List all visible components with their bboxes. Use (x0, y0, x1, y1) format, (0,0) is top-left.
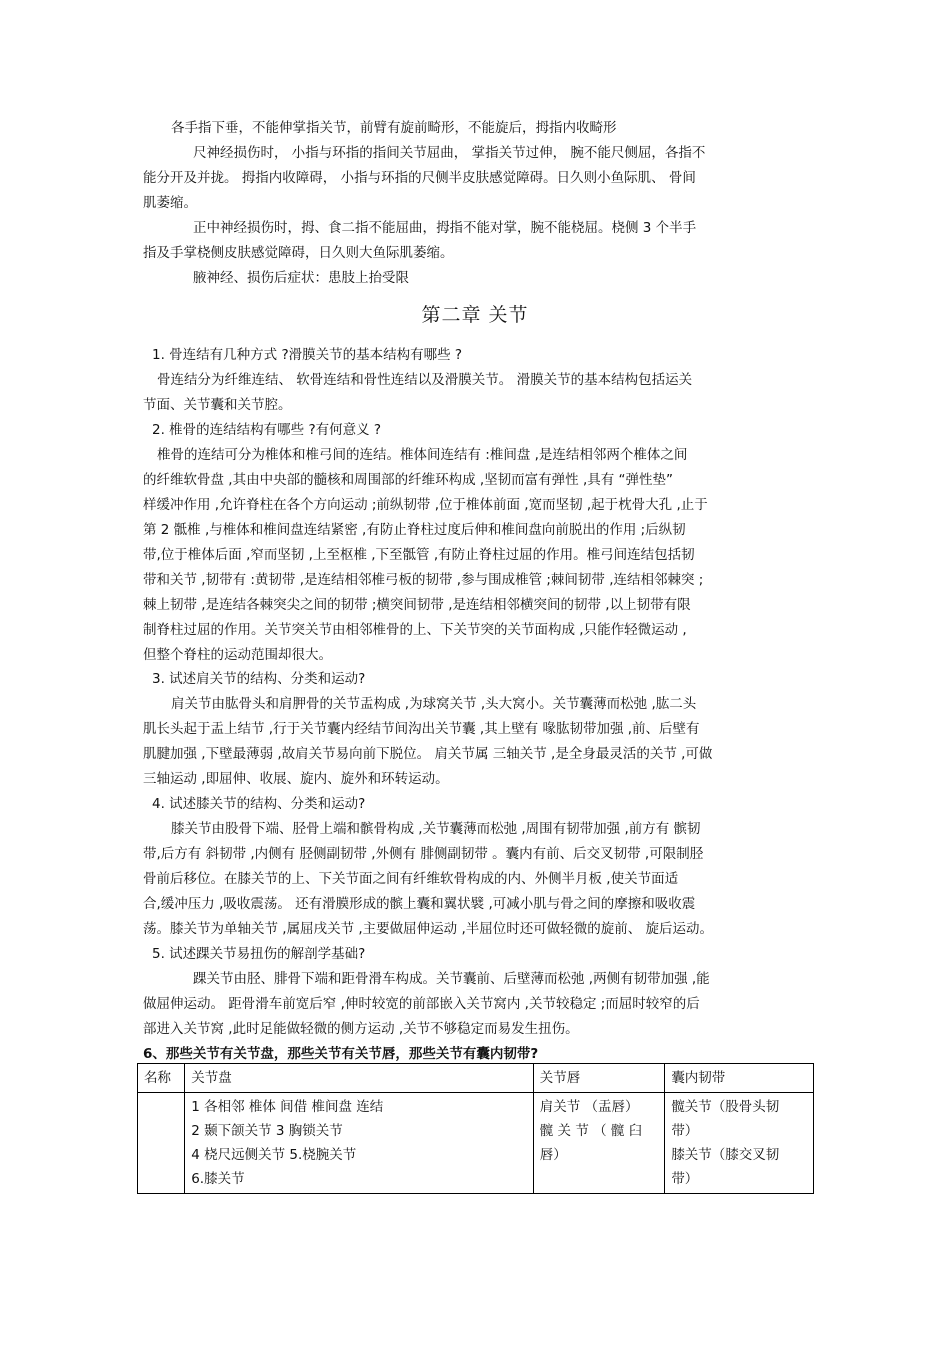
joints-table (137, 1063, 814, 1194)
labrum-item: 髋 关 节 （ 髋 臼 (539, 1123, 643, 1139)
text-line: 椎骨的连结可分为椎体和椎弓间的连结。椎体间连结有 :椎间盘 ,是连结相邻两个椎体之间 (157, 447, 688, 463)
name-cell (138, 1093, 185, 1194)
disc-cell (185, 1093, 534, 1194)
text-line: 肌腱加强 ,下壁最薄弱 ,故肩关节易向前下脱位。 肩关节属 三轴关节 ,是全身最灵活的关节 ,可做 (143, 746, 713, 762)
text-line: 三轴运动 ,即屈伸、收展、旋内、旋外和环转运动。 (143, 771, 449, 787)
text-line: 带和关节 ,韧带有 :黄韧带 ,是连结相邻椎弓板的韧带 ,参与围成椎管 ;棘间韧带 ,连结相邻棘突 ; (143, 572, 704, 588)
answer-5 (143, 967, 808, 1042)
text-line: 膝关节由股骨下端、胫骨上端和髌骨构成 ,关节囊薄而松弛 ,周围有韧带加强 ,前方有 髌韧 (171, 821, 701, 837)
ligament-item: 膝关节（膝交叉韧 (671, 1147, 780, 1163)
labrum-item: 唇） (539, 1147, 567, 1163)
text-line: 的纤维软骨盘 ,其由中央部的髓核和周围部的纤维环构成 ,坚韧而富有弹性 ,具有 “弹性垫” (143, 472, 674, 488)
answer-1 (143, 368, 808, 418)
question-4: 4. 试述膝关节的结构、分类和运动? (152, 796, 366, 812)
disc-item: 1 各相邻 椎体 间借 椎间盘 连结 (191, 1099, 384, 1115)
text-line: 骨前后移位。在膝关节的上、下关节面之间有纤维软骨构成的内、外侧半月板 ,使关节面适 (143, 871, 679, 887)
text-line: 部进入关节窝 ,此时足能做轻微的侧方运动 ,关节不够稳定而易发生扭伤。 (143, 1021, 579, 1037)
answer-3 (143, 692, 808, 792)
ligament-item: 带） (671, 1123, 699, 1139)
labrum-cell (533, 1093, 665, 1194)
text-line: 指及手掌桡侧皮肤感觉障碍，日久则大鱼际肌萎缩。 (143, 245, 454, 261)
header-labrum: 关节唇 (533, 1064, 665, 1093)
table-row (138, 1093, 814, 1194)
ligament-cell (665, 1093, 814, 1194)
nerve-injury-section (143, 116, 808, 291)
header-ligament: 囊内韧带 (665, 1064, 814, 1093)
text-line: 正中神经损伤时，拇、食二指不能屈曲，拇指不能对掌，腕不能桡屈。桡侧 3 个半手 (193, 220, 697, 236)
text-line: 荡。膝关节为单轴关节 ,属屈戌关节 ,主要做屈伸运动 ,半屈位时还可做轻微的旋前、 旋后运动。 (143, 921, 714, 937)
text-line: 踝关节由胫、腓骨下端和距骨滑车构成。关节囊前、后壁薄而松弛 ,两侧有韧带加强 ,能 (193, 971, 710, 987)
ligament-item: 髋关节（股骨头韧 (671, 1099, 780, 1115)
text-line: 第 2 骶椎 ,与椎体和椎间盘连结紧密 ,有防止脊柱过度后伸和椎间盘向前脱出的作用 ;后纵韧 (143, 522, 686, 538)
question-3: 3. 试述肩关节的结构、分类和运动? (152, 671, 366, 687)
table-header-row (138, 1064, 814, 1093)
question-6-text: 6、那些关节有关节盘，那些关节有关节唇，那些关节有囊内韧带? (143, 1046, 539, 1062)
text-line: 腋神经、损伤后症状：患肢上抬受限 (193, 270, 409, 286)
chapter-title: 第二章 关节 (421, 304, 529, 326)
text-line: 骨连结分为纤维连结、 软骨连结和骨性连结以及滑膜关节。 滑膜关节的基本结构包括运关 (157, 372, 693, 388)
answer-4 (143, 817, 808, 942)
header-disc: 关节盘 (185, 1064, 534, 1093)
disc-item: 2 颞下颌关节 3 胸锁关节 (191, 1123, 343, 1139)
text-line: 样缓冲作用 ,允许脊柱在各个方向运动 ;前纵韧带 ,位于椎体前面 ,宽而坚韧 ,起于枕骨大孔 ,止于 (143, 497, 708, 513)
text-line: 各手指下垂，不能伸掌指关节，前臂有旋前畸形，不能旋后，拇指内收畸形 (171, 120, 617, 136)
text-line: 合,缓冲压力 ,吸收震荡。 还有滑膜形成的髌上囊和翼状襞 ,可减小肌与骨之间的摩擦和吸收震 (143, 896, 696, 912)
text-line: 棘上韧带 ,是连结各棘突尖之间的韧带 ;横突间韧带 ,是连结相邻横突间的韧带 ,以上韧带有限 (143, 597, 691, 613)
text-line: 带,位于椎体后面 ,窄而坚韧 ,上至枢椎 ,下至骶管 ,有防止脊柱过屈的作用。椎弓间连结包括韧 (143, 547, 695, 563)
text-line: 制脊柱过屈的作用。关节突关节由相邻椎骨的上、下关节突的关节面构成 ,只能作轻微运动 , (143, 622, 687, 638)
question-1: 1. 骨连结有几种方式 ?滑膜关节的基本结构有哪些 ? (152, 347, 463, 363)
disc-item: 4 桡尺远侧关节 5.桡腕关节 (191, 1147, 357, 1163)
disc-item: 6.膝关节 (191, 1171, 245, 1187)
question-5: 5. 试述踝关节易扭伤的解剖学基础? (152, 946, 366, 962)
text-line: 但整个脊柱的运动范围却很大。 (143, 647, 332, 663)
text-line: 肌萎缩。 (143, 195, 197, 211)
header-name: 名称 (138, 1064, 185, 1093)
ligament-item: 带） (671, 1171, 699, 1187)
text-line: 肩关节由肱骨头和肩胛骨的关节盂构成 ,为球窝关节 ,头大窝小。关节囊薄而松弛 ,肱二头 (171, 696, 697, 712)
text-line: 做屈伸运动。 距骨滑车前宽后窄 ,伸时较宽的前部嵌入关节窝内 ,关节较稳定 ;而屈时较窄的后 (143, 996, 700, 1012)
text-line: 能分开及并拢。 拇指内收障碍， 小指与环指的尺侧半皮肤感觉障碍。日久则小鱼际肌、 骨间 (143, 170, 696, 186)
answer-2 (143, 443, 808, 668)
text-line: 肌长头起于盂上结节 ,行于关节囊内经结节间沟出关节囊 ,其上壁有 喙肱韧带加强 ,前、后壁有 (143, 721, 700, 737)
text-line: 尺神经损伤时， 小指与环指的指间关节屈曲， 掌指关节过伸， 腕不能尺侧屈，各指不 (193, 145, 706, 161)
question-6 (143, 1043, 538, 1065)
question-2: 2. 椎骨的连结结构有哪些 ?有何意义 ? (152, 422, 382, 438)
labrum-item: 肩关节 （盂唇） (539, 1099, 639, 1115)
text-line: 节面、关节囊和关节腔。 (143, 397, 292, 413)
text-line: 带,后方有 斜韧带 ,内侧有 胫侧副韧带 ,外侧有 腓侧副韧带 。囊内有前、后交叉韧带 ,可限制胫 (143, 846, 704, 862)
